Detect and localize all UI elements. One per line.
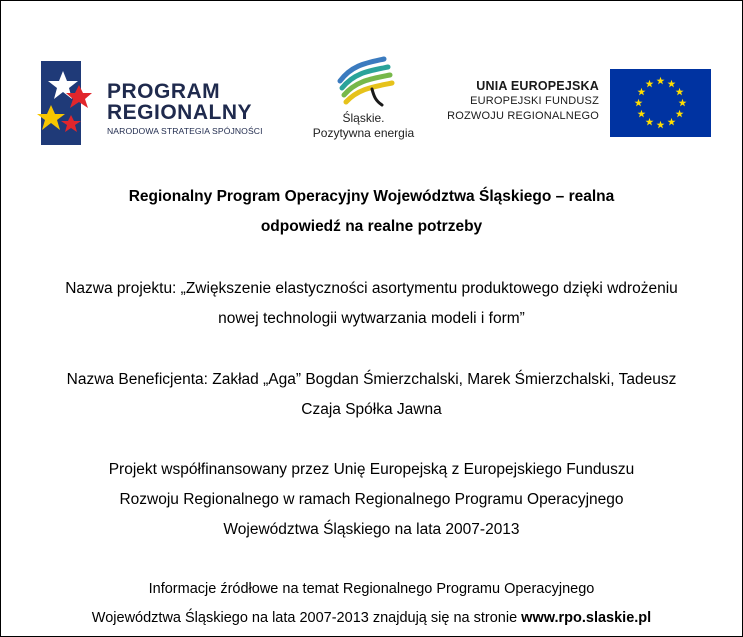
program-line1: PROGRAM: [107, 80, 221, 103]
star-emblem-icon: [37, 57, 103, 149]
beneficiary-line1: Nazwa Beneficjenta: Zakład „Aga” Bogdan Śmierzchalski, Marek Śmierzchalski, Tadeusz: [66, 371, 677, 388]
info-url-link[interactable]: www.rpo.slaskie.pl: [521, 610, 652, 626]
slaskie-slogan: Pozytywna energia: [312, 126, 415, 140]
eu-star-icon: [635, 99, 643, 107]
eu-star-icon: [679, 99, 687, 107]
eu-star-icon: [676, 88, 684, 96]
eu-star-icon: [676, 110, 684, 118]
eu-star-icon: [637, 110, 645, 118]
program-line2: REGIONALNY: [107, 101, 253, 124]
ue-title: UNIA EUROPEJSKA: [476, 79, 599, 93]
ue-fund-label: [447, 79, 599, 124]
eu-star-icon: [646, 80, 654, 88]
info-line2-wrap: [1, 604, 742, 633]
slaskie-name: Śląskie.: [342, 111, 385, 125]
info-line1: Informacje źródłowe na temat Regionalnego Programu Operacyjnego: [148, 581, 595, 597]
cofinancing-line3: Województwa Śląskiego na lata 2007-2013: [223, 521, 520, 538]
cofinancing-line2: Rozwoju Regionalnego w ramach Regionalnego Programu Operacyjnego: [119, 491, 624, 508]
eu-star-icon: [668, 80, 676, 88]
cofinancing-line1: Projekt współfinansowany przez Unię Europejską z Europejskiego Funduszu: [108, 461, 635, 478]
cofinancing: [1, 455, 742, 545]
info: [1, 575, 742, 633]
project-name: [1, 274, 742, 334]
headline: [1, 182, 742, 242]
headline-line1: Regionalny Program Operacyjny Województwa Śląskiego – realna: [128, 188, 615, 205]
program-regionalny-logo: [37, 57, 297, 149]
eu-flag-icon: [610, 69, 711, 137]
slaskie-waves-icon: [332, 55, 396, 107]
eu-star-icon: [646, 118, 654, 126]
ue-line2: ROZWOJU REGIONALNEGO: [447, 110, 599, 122]
slaskie-logo: [306, 55, 421, 147]
headline-line2: odpowiedź na realne potrzeby: [260, 218, 483, 235]
beneficiary-line2: Czaja Spółka Jawna: [301, 401, 442, 418]
eu-star-icon: [668, 118, 676, 126]
project-line2: nowej technologii wytwarzania modeli i form”: [218, 310, 525, 327]
eu-star-icon: [637, 88, 645, 96]
info-line2: Województwa Śląskiego na lata 2007-2013 znajdują się na stronie: [91, 610, 518, 626]
eu-star-icon: [657, 77, 665, 85]
ue-line1: EUROPEJSKI FUNDUSZ: [470, 95, 599, 107]
project-line1: Nazwa projektu: „Zwiększenie elastyczności asortymentu produktowego dzięki wdrożeniu: [65, 280, 678, 297]
beneficiary: [1, 365, 742, 425]
program-subline: NARODOWA STRATEGIA SPÓJNOŚCI: [107, 126, 263, 136]
eu-star-icon: [657, 121, 665, 129]
